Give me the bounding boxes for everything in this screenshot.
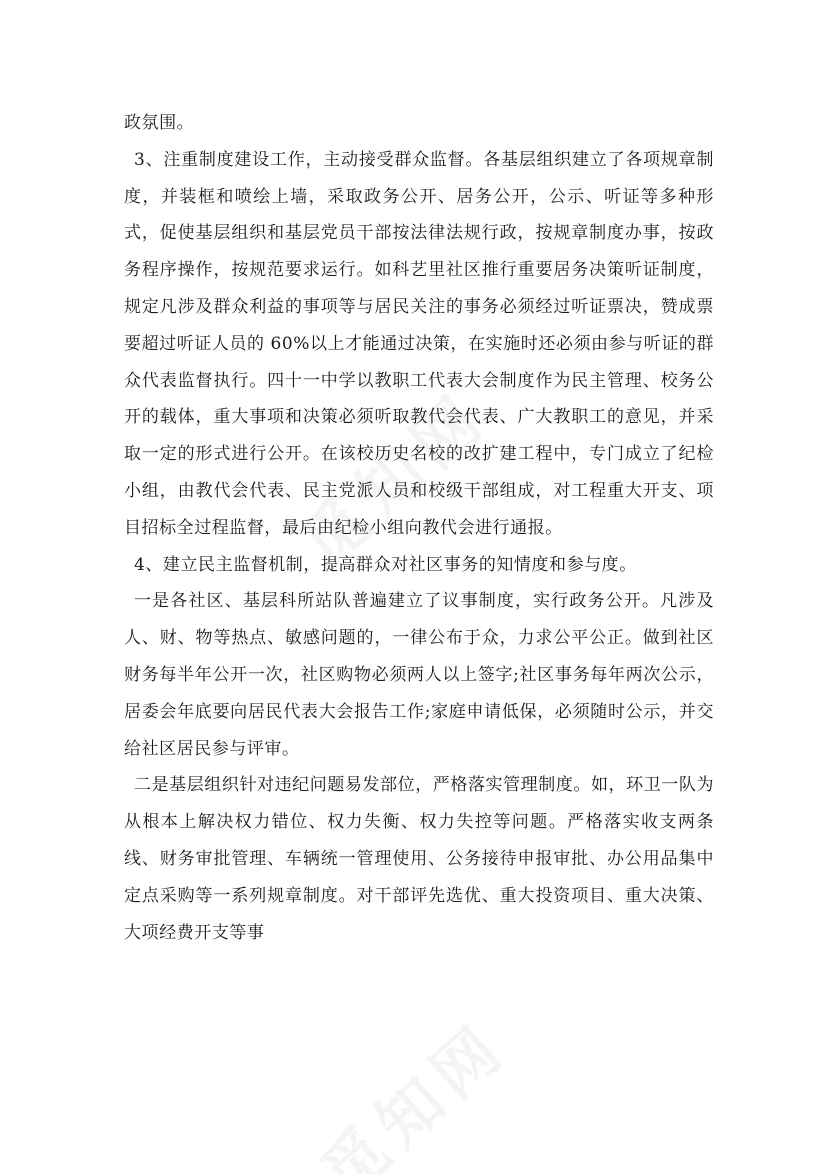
paragraph-item-3: 3、注重制度建设工作，主动接受群众监督。各基层组织建立了各项规章制度，并装框和喷绘上墙，采取政务公开、居务公开，公示、听证等多种形式，促使基层组织和基层党员干部按法律法规行政，按规章制度办事，按政务程序操作，按规范要求运行。如科艺里社区推行重要居务决策听证制度，规定凡涉及群众利益的事项等与居民关注的事务必须经过听证票决，赞成票要超过听证人员的 60%以上才能通过决策，在实施时还必须由参与听证的群众代表监督执行。四十一中学以教职工代表大会制度作为民主管理、校务公开的载体，重大事项和决策必须听取教代会代表、广大教职工的意见，并采取一定的形式进行公开。在该校历史名校的改扩建工程中，专门成立了纪检小组，由教代会代表、民主党派人员和校级干部组成，对工程重大开支、项目招标全过程监督，最后由纪检小组向教代会进行通报。: [124, 149, 714, 538]
document-body: [124, 105, 714, 951]
paragraph-item-4: 4、建立民主监督机制，提高群众对社区事务的知情度和参与度。: [134, 554, 637, 575]
paragraph-point-two: 二是基层组织针对违纪问题易发部位，严格落实管理制度。如，环卫一队为从根本上解决权力错位、权力失衡、权力失控等问题。严格落实收支两条线、财务审批管理、车辆统一管理使用、公务接待申报审批、办公用品集中定点采购等一系列规章制度。对干部评先选优、重大投资项目、重大决策、大项经费开支等事: [124, 775, 714, 943]
watermark-text-lower: [308, 1009, 522, 1174]
paragraph-point-one: 一是各社区、基层科所站队普遍建立了议事制度，实行政务公开。凡涉及人、财、物等热点、敏感问题的，一律公布于众，力求公平公正。做到社区财务每半年公开一次，社区购物必须两人以上签字;社区事务每年两次公示，居委会年底要向居民代表大会报告工作;家庭申请低保，必须随时公示，并交给社区居民参与评审。: [124, 591, 714, 759]
watermark-logo-lower: [298, 998, 525, 1174]
paragraph-continuation: 政氛围。: [124, 113, 195, 133]
